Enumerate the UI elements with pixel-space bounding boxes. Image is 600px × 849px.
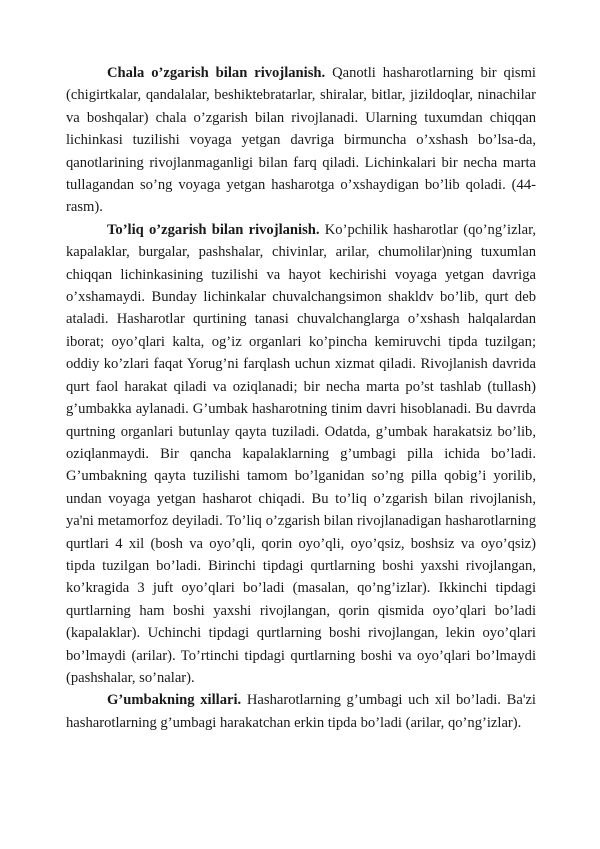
paragraph-heading: To’liq o’zgarish bilan rivojlanish. <box>107 221 320 238</box>
paragraph-text: Ko’pchilik hasharotlar (qo’ng’izlar, kapalaklar, burgalar, pashshalar, chivinlar, arilar, chumolilar)ning tuxumlan chiqqan lichinkasining tuzilishi va hayot kechirishi voyaga yetgan davriga o’xshamaydi. Bunday lichinkalar chuvalchangsimon shakldv bo’lib, qurt deb ataladi. Hasharotlar qurtining tanasi chuvalchanglarga o’xshash halqalardan iborat; oyo’qlari kalta, og’iz organlari ko’pincha kemiruvchi tipda tuzilgan; oddiy ko’zlari faqat Yorug’ni farqlash uchun xizmat qiladi. Rivojlanish davrida qurt faol harakat qiladi va oziqlanadi; bir necha marta po’st tashlab (tullash) g’umbakka aylanadi. G’umbak hasharotning tinim davri hisoblanadi. Bu davrda qurtning organlari butunlay qayta tuziladi. Odatda, g’umbak harakatsiz bo’lib, oziqlanmaydi. Bir qancha kapalaklarning g’umbagi pilla ichida bo’ladi. G’umbakning qayta tuzilishi tamom bo’lganidan so’ng pilla qobig’i yorilib, undan voyaga yetgan hasharot chiqadi. Bu to’liq o’zgarish bilan rivojlanish, ya'ni metamorfoz deyiladi. To’liq o’zgarish bilan rivojlanadigan hasharotlarning qurtlari 4 xil (bosh va oyo’qli, qorin oyo’qli, oyo’qsiz, boshsiz va oyo’qsiz) tipda tuzilgan bo’ladi. Birinchi tipdagi qurtlarning boshi yaxshi rivojlangan, ko’kragida 3 juft oyo’qlari bo’ladi (masalan, qo’ng’izlar). Ikkinchi tipdagi qurtlarning ham boshi yaxshi rivojlangan, qorin qismida oyo’qlari bo’ladi (kapalaklar). Uchinchi tipdagi qurtlarning boshi rivojlangan, lekin oyo’qlari bo’lmaydi (arilar). To’rtinchi tipdagi qurtlarning boshi va oyo’qlari bo’lmaydi (pashshalar, so’nalar). <box>66 221 537 686</box>
paragraph-text: Hasharotlarning g’umbagi uch xil bo’ladi. Ba'zi hasharotlarning g’umbagi harakatchan erkin tipda bo’ladi (arilar, qo’ng’izlar). <box>66 692 536 731</box>
paragraph-pupa-types <box>66 689 536 734</box>
paragraph-complete-metamorphosis <box>66 219 536 690</box>
document-page <box>66 62 536 734</box>
paragraph-heading: G’umbakning xillari. <box>107 692 242 709</box>
paragraph-heading: Chala o’zgarish bilan rivojlanish. <box>107 65 326 81</box>
paragraph-text: Qanotli hasharotlarning bir qismi (chigirtkalar, qandalalar, beshiktebratarlar, shiralar, bitlar, jizildoqlar, ninachilar va boshqalar) chala o’zgarish bilan rivojlanadi. Ularning tuxumdan chiqqan lichinkasi tuzilishi voyaga yetgan davriga birmuncha o’xshash bo’lsa-da, qanotlarining rivojlanmaganligi bilan farq qiladi. Lichinkalari bir necha marta tullagandan so’ng voyaga yetgan hasharotga o’xshaydigan bo’lib qoladi. (44-rasm). <box>66 65 536 216</box>
paragraph-incomplete-metamorphosis <box>66 62 536 219</box>
